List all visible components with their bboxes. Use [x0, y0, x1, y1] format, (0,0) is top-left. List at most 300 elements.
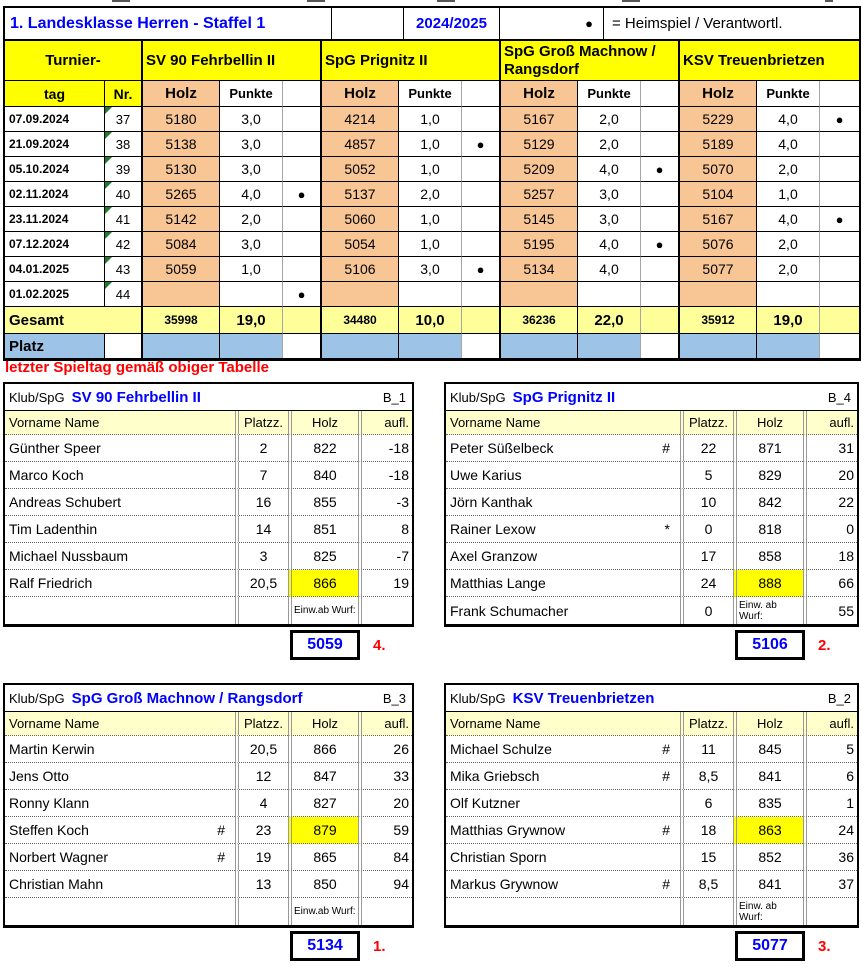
nr-cell: 38 [105, 132, 143, 157]
date-cell: 21.09.2024 [5, 132, 105, 157]
holz-value-cell: 863 [733, 817, 803, 844]
gesamt-dot-cell [462, 307, 501, 334]
einw-label: Einw. ab Wurf: [739, 900, 777, 923]
platz-holz-cell [501, 334, 578, 358]
gesamt-holz-cell: 34480 [322, 307, 399, 334]
player-marker: * [664, 521, 670, 537]
player-name: Ralf Friedrich [9, 575, 93, 591]
holz-cell: 5060 [322, 207, 399, 232]
player-name: Andreas Schubert [9, 494, 122, 510]
platzz-cell: 5 [680, 462, 733, 489]
platzz-cell: 8,5 [680, 871, 733, 898]
holz-cell: 5129 [501, 132, 578, 157]
platz-punkte-cell [399, 334, 462, 358]
players-grid [446, 712, 857, 925]
player-name-cell [446, 790, 680, 817]
platz-empty-cell [105, 334, 143, 358]
holz-cell: 5104 [680, 182, 757, 207]
punkte-cell: 1,0 [220, 257, 283, 282]
team-header-prignitz: SpG Prignitz II [322, 41, 501, 81]
holz-value-cell [733, 898, 803, 925]
platzz-cell: 22 [680, 435, 733, 462]
holz-cell: 5052 [322, 157, 399, 182]
player-name-cell [5, 898, 235, 925]
holz-cell: 5137 [322, 182, 399, 207]
platzz-cell: 3 [235, 543, 288, 570]
punkte-header: Punkte [757, 81, 820, 107]
club-code: B_1 [382, 389, 406, 405]
col-header-holz: Holz [733, 712, 803, 736]
heimspiel-dot-cell [283, 132, 322, 157]
col-header-platzz: Platzz. [680, 712, 733, 736]
dot-header-cell [820, 81, 859, 107]
club-table-grossmachnow [3, 683, 414, 928]
team-rank: 2. [818, 636, 831, 654]
player-name: Markus Grywnow [450, 876, 559, 892]
player-name: Mika Griebsch [450, 768, 540, 784]
nr-cell: 43 [105, 257, 143, 282]
aufl-cell: 94 [358, 871, 412, 898]
platzz-cell: 20,5 [235, 736, 288, 763]
player-name-cell [5, 736, 235, 763]
aufl-cell: 8 [358, 516, 412, 543]
platzz-cell: 12 [235, 763, 288, 790]
punkte-cell: 2,0 [578, 107, 641, 132]
nr-cell: 39 [105, 157, 143, 182]
platzz-cell: 7 [235, 462, 288, 489]
player-name: Jens Otto [9, 768, 69, 784]
holz-value-cell: 852 [733, 844, 803, 871]
holz-cell: 5106 [322, 257, 399, 282]
legend-dot: ● [500, 8, 604, 39]
col-header-platzz: Platzz. [680, 411, 733, 435]
platz-holz-cell [143, 334, 220, 358]
player-name-cell [446, 462, 680, 489]
holz-value-cell: 842 [733, 489, 803, 516]
club-title-row [5, 685, 412, 712]
player-name: Frank Schumacher [450, 602, 569, 619]
col-header-holz: Holz [733, 411, 803, 435]
einw-label: Einw. ab Wurf: [739, 599, 777, 622]
platzz-cell: 14 [235, 516, 288, 543]
gesamt-punkte-cell: 10,0 [399, 307, 462, 334]
punkte-cell: 3,0 [220, 157, 283, 182]
heimspiel-dot-cell [820, 257, 859, 282]
platz-dot-cell [641, 334, 680, 358]
aufl-cell: 22 [803, 489, 857, 516]
club-block [3, 683, 414, 961]
punkte-cell [578, 282, 641, 307]
platzz-cell: 4 [235, 790, 288, 817]
team-total-box: 5106 [735, 630, 805, 660]
nr-cell: 42 [105, 232, 143, 257]
heimspiel-dot-cell: ● [283, 282, 322, 307]
holz-cell [501, 282, 578, 307]
player-name-cell [5, 570, 235, 597]
holz-value-cell: 818 [733, 516, 803, 543]
aufl-cell: 66 [803, 570, 857, 597]
club-table-fehrbellin [3, 382, 414, 627]
col-header-holz: Holz [288, 712, 358, 736]
platzz-cell: 10 [680, 489, 733, 516]
club-footer [3, 931, 414, 961]
col-header-name: Vorname Name [446, 411, 680, 435]
platzz-cell: 15 [680, 844, 733, 871]
aufl-cell: 6 [803, 763, 857, 790]
holz-value-cell: 866 [288, 736, 358, 763]
player-name: Steffen Koch [9, 822, 89, 838]
player-name: Axel Granzow [450, 548, 538, 564]
player-marker: # [217, 849, 225, 865]
aufl-cell: 20 [803, 462, 857, 489]
cell-border-artifact [112, 0, 130, 2]
col-header-aufl: aufl. [358, 411, 412, 435]
team-rank: 4. [373, 636, 386, 654]
club-title-row [5, 384, 412, 411]
player-name: Tim Ladenthin [9, 521, 98, 537]
team-header-treuenbrietzen: KSV Treuenbrietzen [680, 41, 859, 81]
punkte-cell [220, 282, 283, 307]
player-name: Michael Schulze [450, 741, 552, 757]
platzz-cell: 17 [680, 543, 733, 570]
gesamt-dot-cell [283, 307, 322, 334]
punkte-cell: 3,0 [578, 207, 641, 232]
heimspiel-dot-cell [641, 207, 680, 232]
club-name: SV 90 Fehrbellin II [71, 388, 201, 406]
heimspiel-dot-cell [283, 257, 322, 282]
team-total-box: 5134 [290, 931, 360, 961]
aufl-cell [358, 898, 412, 925]
tag-header: tag [5, 81, 105, 107]
player-marker: # [662, 440, 670, 456]
team-rank: 1. [373, 937, 386, 955]
platzz-cell: 18 [680, 817, 733, 844]
heimspiel-dot-cell: ● [462, 257, 501, 282]
comment-triangle-icon [105, 182, 112, 189]
heimspiel-dot-cell [462, 207, 501, 232]
aufl-cell: -3 [358, 489, 412, 516]
player-name-cell [446, 543, 680, 570]
aufl-cell: 5 [803, 736, 857, 763]
heimspiel-dot-cell [641, 107, 680, 132]
title-row [5, 8, 859, 41]
players-grid [5, 411, 412, 624]
heimspiel-dot-cell: ● [820, 107, 859, 132]
punkte-cell: 3,0 [578, 182, 641, 207]
punkte-cell: 4,0 [578, 157, 641, 182]
punkte-cell: 2,0 [578, 132, 641, 157]
holz-cell: 5077 [680, 257, 757, 282]
comment-triangle-icon [105, 207, 112, 214]
aufl-cell: -18 [358, 435, 412, 462]
club-code: B_4 [827, 389, 851, 405]
player-name-cell [446, 898, 680, 925]
empty-cell [332, 8, 404, 39]
platzz-cell: 8,5 [680, 763, 733, 790]
platz-holz-cell [322, 334, 399, 358]
nr-cell: 40 [105, 182, 143, 207]
holz-value-cell: 825 [288, 543, 358, 570]
heimspiel-dot-cell: ● [283, 182, 322, 207]
heimspiel-dot-cell [820, 282, 859, 307]
heimspiel-dot-cell [283, 107, 322, 132]
punkte-cell: 3,0 [220, 107, 283, 132]
holz-value-cell: 845 [733, 736, 803, 763]
holz-cell: 5142 [143, 207, 220, 232]
player-name: Christian Mahn [9, 876, 104, 892]
aufl-cell: 37 [803, 871, 857, 898]
nr-cell: 44 [105, 282, 143, 307]
player-marker: # [217, 822, 225, 838]
player-name-cell [446, 570, 680, 597]
player-name: Olf Kutzner [450, 795, 521, 811]
heimspiel-dot-cell: ● [641, 157, 680, 182]
season-label: 2024/2025 [404, 8, 500, 39]
punkte-header: Punkte [399, 81, 462, 107]
platz-punkte-cell [757, 334, 820, 358]
holz-cell: 5076 [680, 232, 757, 257]
holz-cell [143, 282, 220, 307]
gesamt-punkte-cell: 19,0 [220, 307, 283, 334]
holz-value-cell: 855 [288, 489, 358, 516]
holz-value-cell: 858 [733, 543, 803, 570]
player-name-cell [5, 844, 235, 871]
heimspiel-dot-cell [820, 132, 859, 157]
heimspiel-dot-cell: ● [820, 207, 859, 232]
aufl-cell: 19 [358, 570, 412, 597]
dot-header-cell [641, 81, 680, 107]
holz-value-cell: 851 [288, 516, 358, 543]
comment-triangle-icon [105, 232, 112, 239]
date-cell: 02.11.2024 [5, 182, 105, 207]
gesamt-label: Gesamt [5, 307, 143, 334]
heimspiel-dot-cell [641, 132, 680, 157]
player-name-cell [446, 871, 680, 898]
holz-value-cell: 850 [288, 871, 358, 898]
holz-cell [322, 282, 399, 307]
holz-value-cell [733, 597, 803, 624]
date-cell: 05.10.2024 [5, 157, 105, 182]
platzz-cell: 11 [680, 736, 733, 763]
cell-border-artifact [622, 0, 640, 2]
holz-cell: 5054 [322, 232, 399, 257]
punkte-header: Punkte [578, 81, 641, 107]
dot-header-cell [283, 81, 322, 107]
platzz-cell: 19 [235, 844, 288, 871]
player-name: Ronny Klann [9, 795, 90, 811]
punkte-cell: 2,0 [757, 232, 820, 257]
holz-value-cell: 822 [288, 435, 358, 462]
holz-header: Holz [322, 81, 399, 107]
holz-value-cell: 829 [733, 462, 803, 489]
dot-header-cell [462, 81, 501, 107]
player-name-cell [446, 736, 680, 763]
date-cell: 04.01.2025 [5, 257, 105, 282]
aufl-cell: 0 [803, 516, 857, 543]
heimspiel-dot-cell [820, 157, 859, 182]
heimspiel-dot-cell [641, 282, 680, 307]
club-name: SpG Groß Machnow / Rangsdorf [71, 689, 303, 707]
gesamt-holz-cell: 35998 [143, 307, 220, 334]
player-name: Uwe Karius [450, 467, 522, 483]
klub-label: Klub/SpG [450, 389, 506, 405]
player-name: Marco Koch [9, 467, 84, 483]
holz-cell: 5167 [501, 107, 578, 132]
comment-triangle-icon [105, 107, 112, 114]
club-block [444, 382, 859, 660]
legend-text: = Heimspiel / Verantwortl. [612, 15, 783, 32]
platzz-cell: 0 [680, 597, 733, 624]
platz-punkte-cell [220, 334, 283, 358]
platzz-cell: 20,5 [235, 570, 288, 597]
player-name-cell [446, 489, 680, 516]
aufl-cell: 55 [803, 597, 857, 624]
punkte-cell: 4,0 [578, 232, 641, 257]
holz-cell: 5145 [501, 207, 578, 232]
player-name: Michael Nussbaum [9, 548, 129, 564]
heimspiel-dot-cell [283, 207, 322, 232]
punkte-cell: 4,0 [757, 207, 820, 232]
holz-header: Holz [680, 81, 757, 107]
punkte-cell: 3,0 [220, 232, 283, 257]
team-total-box: 5077 [735, 931, 805, 961]
heimspiel-dot-cell [820, 182, 859, 207]
platzz-cell [235, 898, 288, 925]
platzz-cell: 16 [235, 489, 288, 516]
klub-label: Klub/SpG [450, 690, 506, 706]
col-header-platzz: Platzz. [235, 712, 288, 736]
player-name: Rainer Lexow [450, 521, 536, 537]
player-name-cell [5, 516, 235, 543]
holz-cell: 5070 [680, 157, 757, 182]
comment-triangle-icon [105, 282, 112, 289]
holz-cell: 5059 [143, 257, 220, 282]
holz-value-cell: 840 [288, 462, 358, 489]
gesamt-punkte-cell: 19,0 [757, 307, 820, 334]
punkte-cell: 1,0 [399, 207, 462, 232]
col-header-name: Vorname Name [5, 712, 235, 736]
holz-value-cell: 879 [288, 817, 358, 844]
comment-triangle-icon [105, 257, 112, 264]
team-total-box: 5059 [290, 630, 360, 660]
platzz-cell [235, 597, 288, 624]
holz-cell: 5167 [680, 207, 757, 232]
turnier-header: Turnier- [5, 41, 143, 81]
club-block [3, 382, 414, 660]
platzz-cell: 2 [235, 435, 288, 462]
comment-triangle-icon [105, 157, 112, 164]
player-name-cell [5, 871, 235, 898]
holz-value-cell: 866 [288, 570, 358, 597]
platzz-cell: 0 [680, 516, 733, 543]
holz-cell: 4214 [322, 107, 399, 132]
col-header-aufl: aufl. [358, 712, 412, 736]
heimspiel-dot-cell [462, 107, 501, 132]
aufl-cell: 31 [803, 435, 857, 462]
holz-header: Holz [143, 81, 220, 107]
aufl-cell [803, 898, 857, 925]
player-name-cell [5, 489, 235, 516]
punkte-cell: 4,0 [578, 257, 641, 282]
team-header-fehrbellin: SV 90 Fehrbellin II [143, 41, 322, 81]
platz-dot-cell [820, 334, 859, 358]
punkte-cell: 4,0 [757, 132, 820, 157]
player-name-cell [446, 516, 680, 543]
aufl-cell: 33 [358, 763, 412, 790]
cell-border-artifact [307, 0, 325, 2]
holz-value-cell: 871 [733, 435, 803, 462]
holz-cell: 5084 [143, 232, 220, 257]
aufl-cell: 59 [358, 817, 412, 844]
player-name-cell [5, 790, 235, 817]
gesamt-holz-cell: 36236 [501, 307, 578, 334]
player-name: Matthias Lange [450, 575, 546, 591]
holz-value-cell [288, 597, 358, 624]
aufl-cell: 1 [803, 790, 857, 817]
holz-cell [680, 282, 757, 307]
col-header-name: Vorname Name [446, 712, 680, 736]
punkte-cell: 1,0 [399, 132, 462, 157]
club-tables-section [3, 382, 859, 961]
punkte-cell: 4,0 [757, 107, 820, 132]
club-code: B_3 [382, 690, 406, 706]
platz-dot-cell [283, 334, 322, 358]
platz-dot-cell [462, 334, 501, 358]
club-name: SpG Prignitz II [512, 388, 616, 406]
team-header-grossmachnow: SpG Groß Machnow / Rangsdorf [501, 41, 680, 81]
heimspiel-dot-cell [462, 232, 501, 257]
player-name-cell [446, 435, 680, 462]
punkte-header: Punkte [220, 81, 283, 107]
club-table-prignitz [444, 382, 859, 627]
player-marker: # [662, 822, 670, 838]
gesamt-dot-cell [641, 307, 680, 334]
player-name: Günther Speer [9, 440, 101, 456]
player-name: Christian Sporn [450, 849, 547, 865]
cell-border-artifact [825, 0, 833, 2]
holz-cell: 5138 [143, 132, 220, 157]
punkte-cell [757, 282, 820, 307]
holz-cell: 5195 [501, 232, 578, 257]
punkte-cell: 2,0 [220, 207, 283, 232]
aufl-cell: 24 [803, 817, 857, 844]
holz-cell: 4857 [322, 132, 399, 157]
heimspiel-dot-cell: ● [462, 132, 501, 157]
platzz-cell: 24 [680, 570, 733, 597]
heimspiel-dot-cell [462, 182, 501, 207]
punkte-cell: 1,0 [399, 107, 462, 132]
punkte-cell: 2,0 [757, 157, 820, 182]
aufl-cell: 36 [803, 844, 857, 871]
aufl-cell: 26 [358, 736, 412, 763]
player-marker: # [662, 741, 670, 757]
date-cell: 01.02.2025 [5, 282, 105, 307]
col-header-aufl: aufl. [803, 411, 857, 435]
heimspiel-dot-cell: ● [641, 232, 680, 257]
holz-cell: 5134 [501, 257, 578, 282]
league-results-table [3, 6, 861, 361]
player-name-cell [446, 817, 680, 844]
punkte-cell: 4,0 [220, 182, 283, 207]
heimspiel-dot-cell [283, 232, 322, 257]
holz-value-cell [288, 898, 358, 925]
aufl-cell: 18 [803, 543, 857, 570]
player-name: Matthias Grywnow [450, 822, 566, 838]
player-name-cell [5, 435, 235, 462]
club-footer [444, 630, 859, 660]
league-title: 1. Landesklasse Herren - Staffel 1 [5, 8, 332, 39]
players-grid [5, 712, 412, 925]
